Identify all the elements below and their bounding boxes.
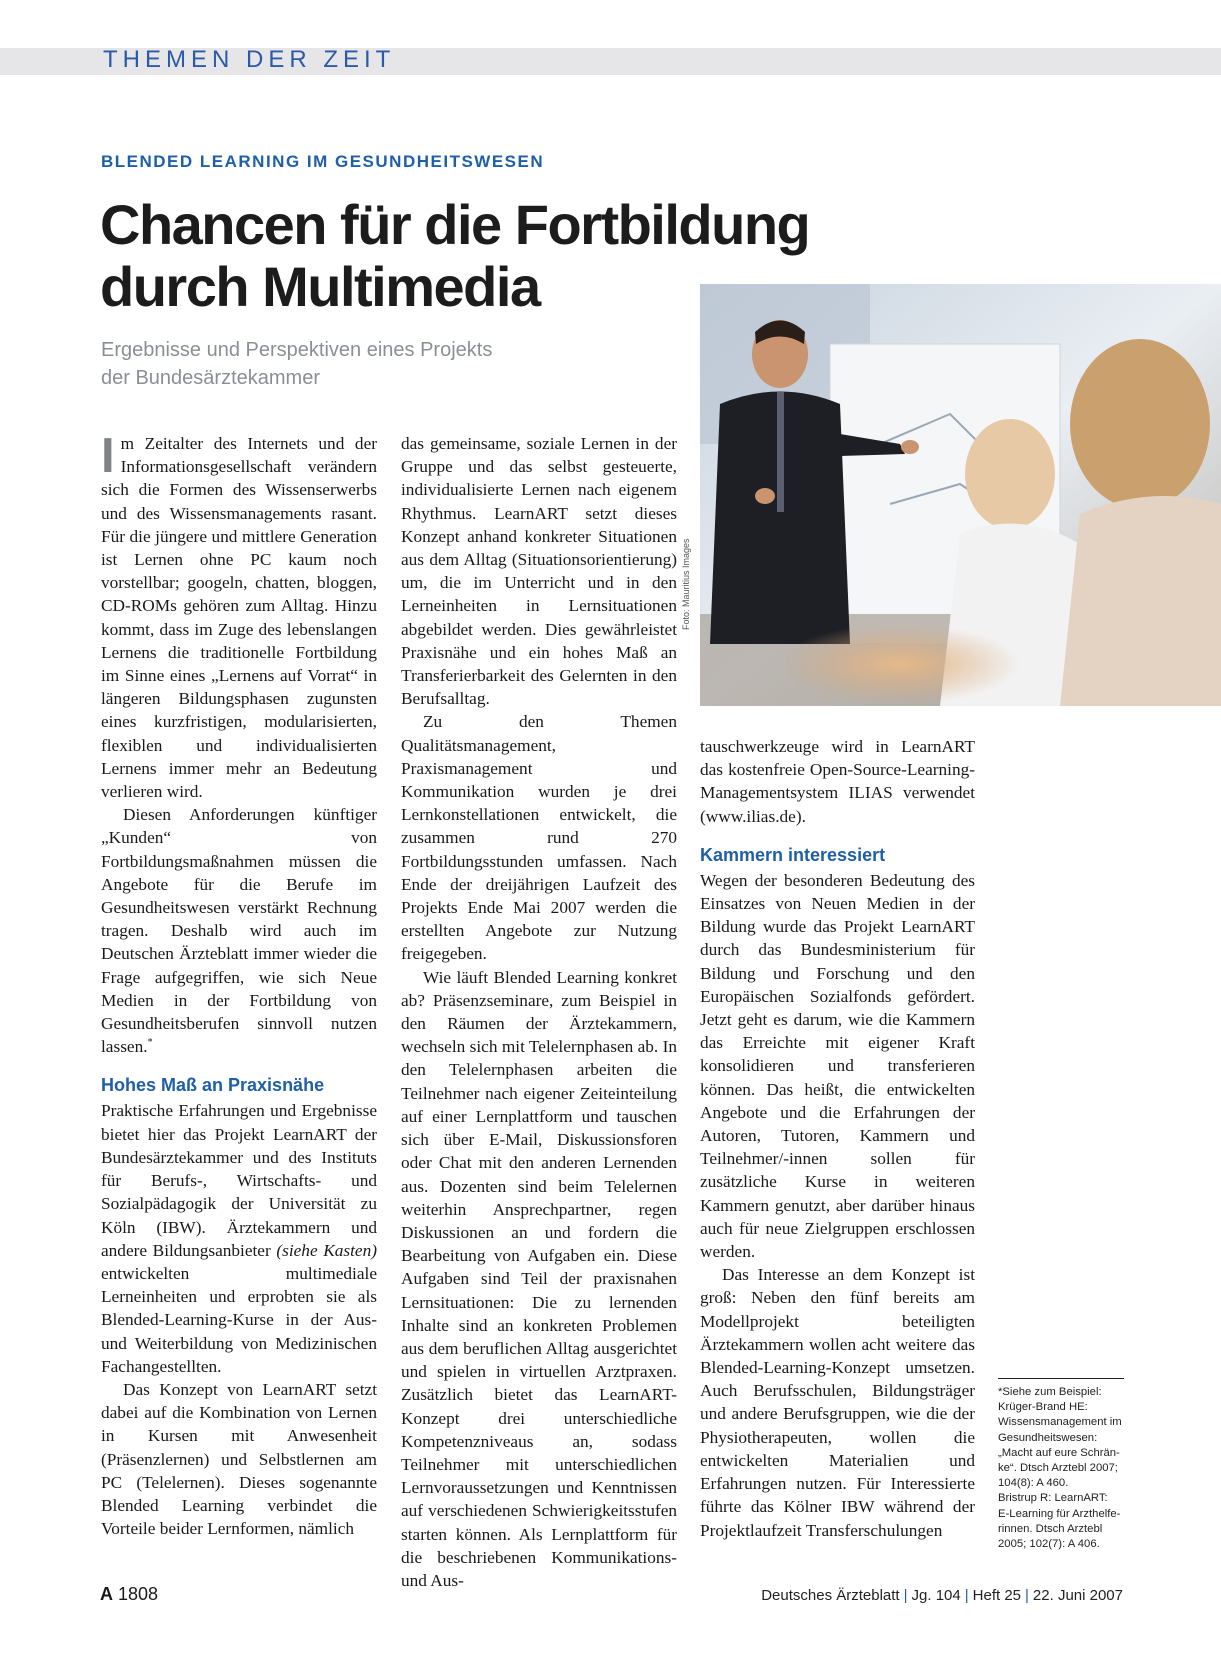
separator: |	[1025, 1587, 1029, 1604]
footnote-line: E-Learning für Arzthelfe-	[998, 1507, 1121, 1520]
paragraph-text: Diesen Anforderungen künftiger „Kunden“ von Fortbildungsmaßnahmen müssen die Angebote für die Berufe im Gesundheitswesen verstärkt Rechnung tragen. Deshalb wird auch im Deutschen Ärzteblatt immer wieder die Frage aufgegriffen, wie sich Neue Medien in der Fortbildung von Gesundheitsberufen sinnvoll nutzen lassen.	[101, 805, 377, 1057]
cross-reference: (siehe Kasten)	[276, 1240, 377, 1260]
separator: |	[903, 1587, 908, 1604]
paragraph-text: m Zeitalter des Internets und der Informationsgesellschaft verändern sich die Formen des Wissenserwerbs und des Wissensmanagements rasant. Für die jüngere und mittlere Generation ist Lernen ohne PC kaum noch vorstellbar; googeln, chatten, bloggen, CD-ROMs gehören zum Alltag. Hinzu kommt, dass im Zuge des lebenslangen Lernens die traditionelle Fortbildung im Sinne eines „Lernens auf Vorrat“ in längeren Bildungsphasen zugunsten eines kurzfristigen, modularisierten, flexiblen und individualisierten Lernens immer mehr an Bedeutung verlieren wird.	[101, 434, 377, 802]
paragraph: Wegen der besonderen Bedeutung des Einsatzes von Neuen Medien in der Bildung wurde das Projekt LearnART durch das Bundesministerium für Bildung und Forschung und den Europäischen Sozialfonds gefördert. Jetzt geht es darum, wie die Kammern das Erreichte mit eigener Kraft konsolidieren und transferieren können. Das heißt, die entwickelten Angebote und die Erfahrungen der Autoren, Tutoren, Kammern und Teilnehmer/-innen sollen für zusätzliche Kurse in weiteren Kammern genutzt, aber darüber hinaus auch für neue Zielgruppen erschlossen werden.	[700, 870, 975, 1262]
footnote-line: Krüger-Brand HE:	[998, 1401, 1088, 1414]
footnote	[998, 1378, 1124, 1552]
footnote-line: 104(8): A 460.	[998, 1477, 1069, 1490]
photo-credit: Foto: Mauritius Images	[681, 538, 691, 630]
page-number	[100, 1584, 158, 1605]
page-number-value: 1808	[118, 1584, 159, 1604]
paragraph	[101, 1099, 377, 1377]
paragraph-text: entwickelten multimediale Lerneinheiten und erprobten sie als Blended-Learning-Kurse in der Aus- und Weiterbildung von Medizinischen Fachangestellten.	[101, 1263, 377, 1376]
article-column-3	[700, 735, 975, 1542]
journal-date: 22. Juni 2007	[1032, 1587, 1123, 1604]
article-column-2	[401, 432, 677, 1592]
presentation-photo-illustration	[700, 284, 1221, 706]
drop-cap: I	[101, 429, 115, 483]
footnote-line: Bristrup R: LearnART:	[998, 1492, 1108, 1505]
footnote-line: rinnen. Dtsch Arztebl	[998, 1522, 1103, 1535]
paragraph: tauschwerkzeuge wird in LearnART das kostenfreie Open-Source-Learning-Managementsystem ILIAS verwendet (www.ilias.de).	[700, 737, 975, 826]
footnote-line: 2005; 102(7): A 406.	[998, 1538, 1100, 1551]
journal-issue: Heft 25	[972, 1587, 1022, 1604]
journal-volume: Jg. 104	[911, 1587, 961, 1604]
article-column-1	[101, 429, 377, 1540]
paragraph	[101, 429, 377, 803]
footnote-line: Gesundheitswesen:	[998, 1431, 1098, 1444]
paragraph: Das Konzept von LearnART setzt dabei auf die Kombination von Lernen in Kursen mit Anwesenheit (Präsenzlernen) und Selbstlernen am PC (Telelernen). Dieses sogenannte Blended Learning verbindet die Vorteile beider Lernformen, nämlich	[101, 1379, 377, 1539]
paragraph-text: Praktische Erfahrungen und Ergebnisse bietet hier das Projekt LearnART der Bundesärztekammer und des Instituts für Berufs-, Wirtschafts- und Sozialpädagogik der Universität zu Köln (IBW). Ärztekammern und andere Bildungsanbieter	[101, 1101, 377, 1260]
page-prefix: A	[100, 1584, 113, 1604]
footnote-marker: *	[147, 1037, 153, 1049]
section-heading: Kammern interessiert	[700, 844, 886, 865]
separator: |	[964, 1587, 969, 1604]
journal-name: Deutsches Ärzteblatt	[761, 1587, 900, 1604]
section-title: THEMEN DER ZEIT	[103, 46, 396, 73]
article-photo	[700, 284, 1221, 706]
footnote-line: ke“. Dtsch Arztebl 2007;	[998, 1462, 1118, 1475]
paragraph: Wie läuft Blended Learning konkret ab? Präsenzseminare, zum Beispiel in den Räumen der Ärztekammern, wechseln sich mit Telelernphasen ab. In den Telelernphasen arbeiten die Teilnehmer nach eigener Zeiteinteilung auf einer Lernplattform und tauschen sich über E-Mail, Diskussionsforen oder Chat mit den anderen Lernenden aus. Dozenten sind beim Telelernen weiterhin Ansprechpartner, regen Diskussionen an und fordern die Bearbeitung von Aufgaben ein. Diese Aufgaben sind Teil der praxisnahen Lernsituationen: Die zu lernenden Inhalte sind an konkreten Problemen aus dem beruflichen Alltag ausgerichtet und spielen in virtuellen Arztpraxen. Zusätzlich bietet das LearnART-Konzept drei unterschiedliche Kompetenzniveaus an, sodass Teilnehmer mit unterschiedlichen Lernvoraussetzungen und Kenntnissen auf verschiedenen Schwierigkeitsstufen starten können. Als Lernplattform für die beschriebenen Kommunikations- und Aus-	[401, 967, 677, 1590]
article-subtitle	[101, 336, 492, 392]
subtitle-line-2: der Bundesärztekammer	[101, 367, 320, 389]
section-heading: Hohes Maß an Praxisnähe	[101, 1075, 325, 1096]
headline-line-2: durch Multimedia	[100, 255, 540, 318]
subtitle-line-1: Ergebnisse und Perspektiven eines Projekts	[101, 339, 493, 361]
headline-line-1: Chancen für die Fortbildung	[100, 193, 810, 256]
article-kicker: BLENDED LEARNING IM GESUNDHEITSWESEN	[101, 152, 545, 171]
paragraph	[101, 803, 377, 1058]
footnote-line: *Siehe zum Beispiel:	[998, 1386, 1102, 1398]
journal-footer	[761, 1587, 1123, 1604]
paragraph: Das Interesse an dem Konzept ist groß: Neben den fünf bereits am Modellprojekt beteiligten Ärztekammern wollen acht weitere das Blended-Learning-Konzept umsetzen. Auch Berufsschulen, Bildungsträger und andere Berufsgruppen, wie die der Physiotherapeuten, wollen die entwickelten Materialien und Erfahrungen nutzen. Für Interessierte führte das Kölner IBW während der Projektlaufzeit Transferschulungen	[700, 1265, 975, 1540]
footnote-line: Wissensmanagement im	[998, 1416, 1122, 1429]
paragraph: Zu den Themen Qualitätsmanagement, Praxismanagement und Kommunikation wurden je drei Lernkonstellationen entwickelt, die zusammen rund 270 Fortbildungsstunden umfassen. Nach Ende der dreijährigen Laufzeit des Projekts Ende Mai 2007 werden die erstellten Angebote zur Nutzung freigegeben.	[401, 712, 677, 964]
footnote-line: „Macht auf eure Schrän-	[998, 1446, 1120, 1459]
paragraph: das gemeinsame, soziale Lernen in der Gruppe und das selbst gesteuerte, individualisierte Lernen nach eigenem Rhythmus. LearnART setzt dieses Konzept anhand konkreter Situationen aus dem Alltag (Situationsorientierung) um, die im Unterricht und in den Lerneinheiten in Lernsituationen abgebildet werden. Dies gewährleistet Praxisnähe und ein hohes Maß an Transferierbarkeit des Gelernten in den Berufsalltag.	[401, 434, 677, 709]
